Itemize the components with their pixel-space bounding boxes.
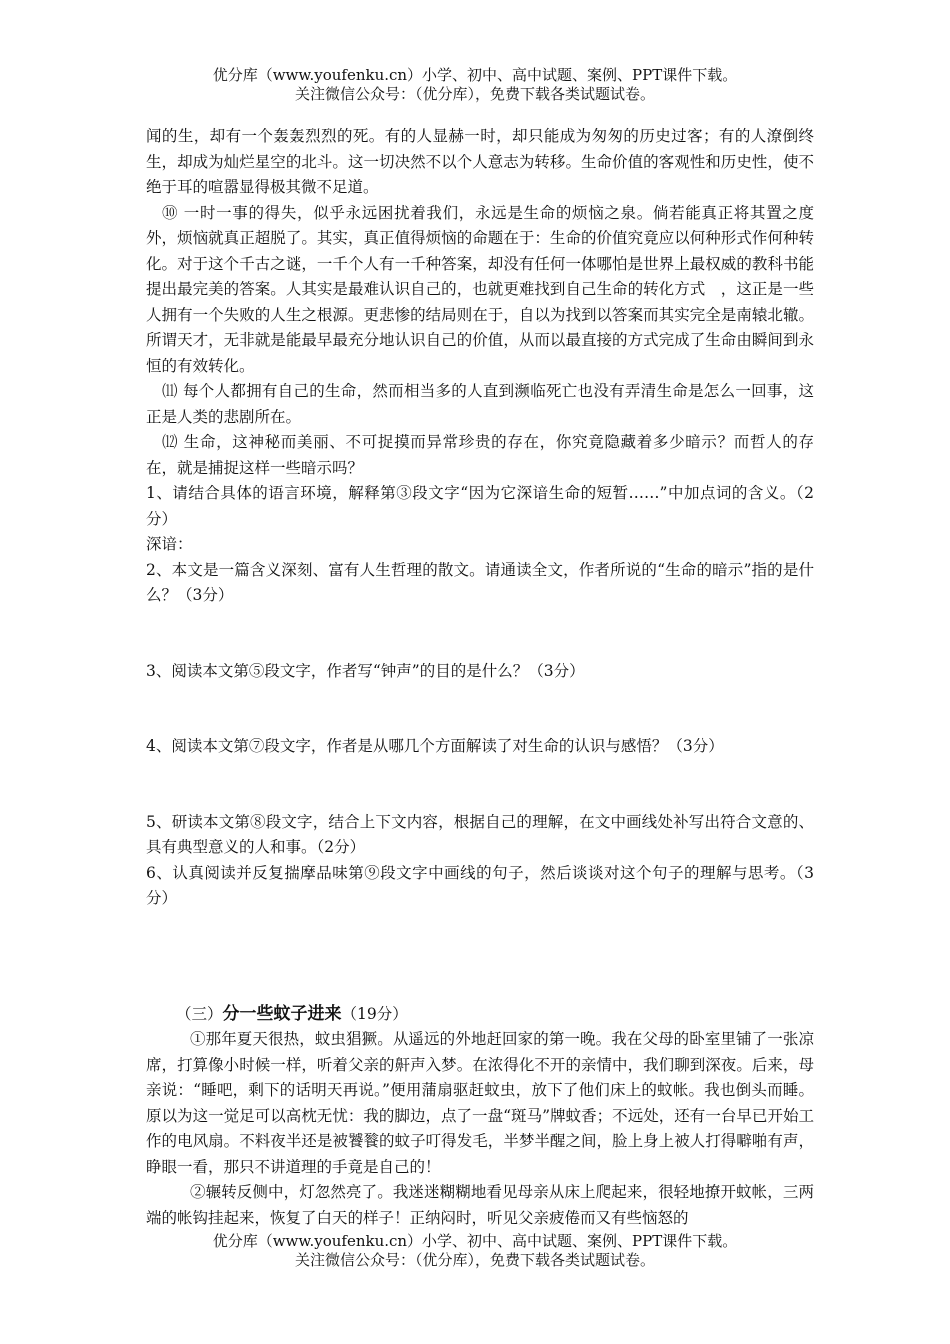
header-line-2: 关注微信公众号：（优分库），免费下载各类试题试卷。 bbox=[294, 85, 655, 103]
question-3: 3、阅读本文第⑤段文字，作者写“钟声”的目的是什么？（3分） bbox=[146, 661, 585, 680]
question-5: 5、研读本文第⑧段文字，结合上下文内容，根据自己的理解，在文中画线处补写出符合文意的、具有典型意义的人和事。（2分） bbox=[146, 812, 814, 856]
question-1: 1、请结合具体的语言环境，解释第③段文字“因为它深谙生命的短暂……”中加点词的含义。（2分） bbox=[146, 484, 814, 528]
footer-line-1: 优分库（www.youfenku.cn）小学、初中、高中试题、案例、PPT课件下载。 bbox=[212, 1232, 738, 1250]
section-3-paragraph-1: ①那年夏天很热，蚊虫猖獗。从遥远的外地赶回家的第一晚。我在父母的卧室里铺了一张凉席，打算像小时候一样，听着父亲的鼾声入梦。在浓得化不开的亲情中，我们聊到深夜。后来，母亲说：“睡吧，剩下的话明天再说。”便用蒲扇驱赶蚊虫，放下了他们床上的蚊帐。我也倒头而睡。原以为这一觉足可以高枕无忧：我的脚边，点了一盘“斑马”牌蚊香；不远处，还有一台早已开始工作的电风扇。不料夜半还是被饕餮的蚊子叮得发毛，半梦半醒之间，脸上身上被人打得噼啪有声，睁眼一看，那只不讲道理的手竟是自己的！ bbox=[146, 1030, 814, 1176]
document-body bbox=[146, 124, 814, 1231]
section-3-title bbox=[146, 1002, 814, 1028]
question-4: 4、阅读本文第⑦段文字，作者是从哪几个方面解读了对生命的认识与感悟？（3分） bbox=[146, 737, 724, 755]
question-1-answer-label: 深谙： bbox=[146, 535, 193, 553]
answer-space bbox=[146, 609, 814, 659]
question-2: 2、本文是一篇含义深刻、富有人生哲理的散文。请通读全文，作者所说的“生命的暗示”指的是什么？（3分） bbox=[146, 560, 814, 604]
answer-space bbox=[146, 760, 814, 810]
section-3-paragraph-2: ②辗转反侧中，灯忽然亮了。我迷迷糊糊地看见母亲从床上爬起来，很轻地撩开蚊帐，三两端的帐钩挂起来，恢复了白天的样子！正纳闷时，听见父亲疲倦而又有些恼怒的 bbox=[146, 1183, 814, 1227]
header-line-1: 优分库（www.youfenku.cn）小学、初中、高中试题、案例、PPT课件下载。 bbox=[212, 66, 738, 84]
passage-paragraph-12: ⑿ 生命，这神秘而美丽、不可捉摸而异常珍贵的存在，你究竟隐藏着多少暗示？而哲人的存在，就是捕捉这样一些暗示吗？ bbox=[146, 433, 814, 477]
passage-paragraph-9-end: 闻的生，却有一个轰轰烈烈的死。有的人显赫一时，却只能成为匆匆的历史过客；有的人潦倒终生，却成为灿烂星空的北斗。这一切决然不以个人意志为转移。生命价值的客观性和历史性，使不绝于耳的喧嚣显得极其微不足道。 bbox=[146, 127, 814, 196]
page-header bbox=[0, 66, 950, 104]
section-3-heading: 分一些蚊子进来 bbox=[222, 1003, 342, 1024]
passage-paragraph-11: ⑾ 每个人都拥有自己的生命，然而相当多的人直到濒临死亡也没有弄清生命是怎么一回事，这正是人类的悲剧所在。 bbox=[146, 382, 814, 426]
answer-space bbox=[146, 912, 814, 1002]
section-3-prefix: （三） bbox=[176, 1004, 223, 1023]
answer-space bbox=[146, 684, 814, 734]
section-3-score: （19分） bbox=[341, 1004, 408, 1023]
page-footer bbox=[0, 1232, 950, 1270]
passage-paragraph-10: ⑩ 一时一事的得失，似乎永远困扰着我们，永远是生命的烦恼之泉。倘若能真正将其置之度外，烦恼就真正超脱了。其实，真正值得烦恼的命题在于：生命的价值究竟应以何种形式作何种转化。对于这个千古之谜，一千个人有一千种答案，却没有任何一体哪怕是世界上最权威的教科书能提出最完美的答案。人其实是最难认识自己的，也就更难找到自己生命的转化方式 ，这正是一些人拥有一个失败的人生之根源。更悲惨的结局则在于，自以为找到以答案而其实完全是南辕北辙。所谓天才，无非就是能最早最充分地认识自己的价值，从而以最直接的方式完成了生命由瞬间到永恒的有效转化。 bbox=[146, 203, 814, 375]
footer-line-2: 关注微信公众号：（优分库），免费下载各类试题试卷。 bbox=[294, 1251, 655, 1269]
question-6: 6、认真阅读并反复揣摩品味第⑨段文字中画线的句子，然后谈谈对这个句子的理解与思考。（3分） bbox=[146, 863, 814, 907]
